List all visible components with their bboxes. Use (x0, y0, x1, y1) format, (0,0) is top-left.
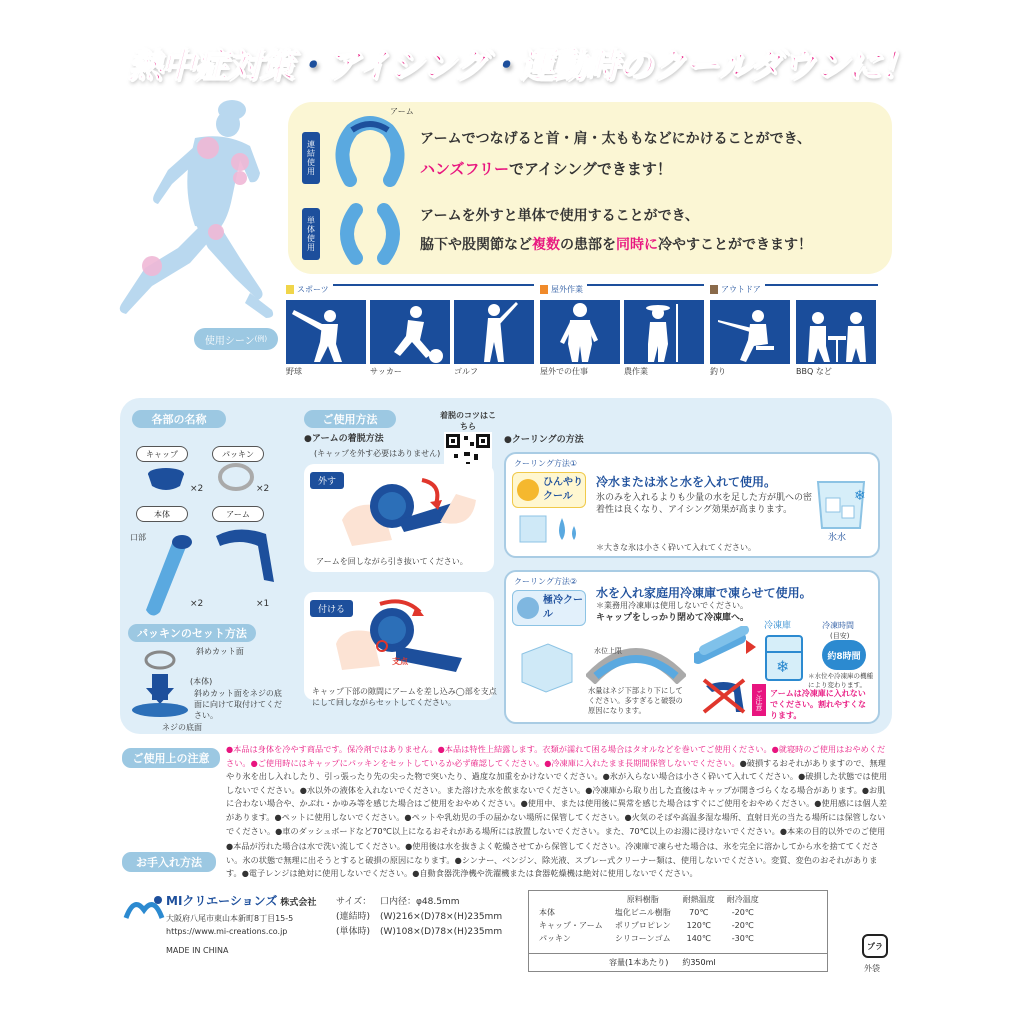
spec-cell: キャップ・アーム (539, 921, 603, 930)
headline-part: 熱中症対策 (128, 46, 293, 86)
golfer-icon (454, 300, 534, 364)
method2-note2: キャップをしっかり閉めて冷凍庫へ。 (596, 613, 750, 623)
spec-header: 耐冷温度 (726, 895, 759, 904)
fishing-icon (710, 300, 790, 364)
water-level-label: 水位上限 (594, 647, 622, 655)
arm-icon (208, 520, 278, 586)
scene-label: 農作業 (624, 367, 648, 376)
caution-text: アームは冷凍庫に入れないでください。割れやすくなります。 (770, 689, 866, 720)
company-address: 大阪府八尾市東山本新町8丁目15-5 (166, 914, 294, 923)
single-size-label: (単体時) (336, 927, 371, 937)
svg-text:❄: ❄ (854, 488, 866, 504)
method2-badge-label: 極冷クール (543, 595, 583, 620)
spec-header-row (533, 893, 765, 906)
category-marker (286, 285, 294, 294)
body-qty: ×2 (190, 599, 204, 609)
notes-general: ●破損するおそれがありますので、無理やり氷を出し入れしたり、引っ張ったり先の尖った物で突いたり、過度な加重をかけないでください。●氷が入らない場合は小さく砕いて入れてください。●破損した状態では使用しないでください。●水以外の液体を入れないでください。また溶けた水を飲まないでください。●冷凍庫から取り出した直後はキャップが開きづらくなる場合があります。●お肌に合わない場合や、かぶれ・かゆみ等を感じた場合はご使用をおやめください。●使用中、または使用後に異常を感じた場合はすぐにご使用をおやめください。●使用感には個人差があります。●ペットに使用しないでください。●ペットや乳幼児の手の届かない場所に保管してください。●火気のそばや高温多湿な場所、直射日光の当たる場所には保管しないでください。●車のダッシュボードなど70℃以上になるおそれがある場所には放置しないでください。また、70℃以上のお湯に浸けないでください。●本来の目的以外でのご使用 (226, 757, 888, 836)
spec-table (533, 893, 765, 945)
svg-text:❄: ❄ (776, 657, 790, 676)
single-text: の患部を (560, 237, 616, 253)
care-body: ●本品が汚れた場合は水で洗い流してください。●使用後は水を抜きよく乾燥させてから保管してください。冷凍庫で凍らせた場合は、氷を完全に溶かしてから水を捨ててください。氷の状態で無理に出そうとすると破損の原因になります。●シンナー、ベンジン、除光液、スプレー式クリーナー類は、使用しないでください。変質、変色のおそれがあります。●電子レンジは絶対に使用しないでください。●自動食器洗浄機や洗濯機または食器乾燥機は絶対に使用しないでください。 (226, 841, 879, 879)
arm-qty: ×1 (256, 599, 270, 609)
farmer-icon (624, 300, 704, 364)
remove-illustration (332, 470, 482, 550)
company-url[interactable]: https://www.mi-creations.co.jp (166, 927, 288, 936)
arm-attach-note: (キャップを外す必要はありません) (314, 449, 441, 458)
category-marker (710, 285, 718, 294)
usage-scenes (286, 284, 878, 396)
scene-baseball (286, 300, 366, 364)
connected-tag: 連結使用 (302, 132, 320, 184)
runner-illustration (100, 98, 290, 338)
freeze-time-note: ＊水位や冷凍庫の機種により変わります。 (808, 672, 873, 689)
inner-diameter: 口内径：φ48.5mm (380, 897, 460, 907)
arrow-right-icon (746, 640, 756, 654)
recycle-label: 外袋 (864, 964, 880, 973)
worker-icon (540, 300, 620, 364)
single-line1: アームを外すと単体で使用することができ、 (420, 208, 700, 224)
cap-icon (144, 464, 188, 494)
method1-badge (512, 472, 586, 508)
no-arm-in-freezer-icon (700, 676, 748, 716)
headline-part: アイシング (326, 46, 487, 86)
capacity-row (609, 957, 716, 968)
cold-face-icon (517, 597, 539, 619)
scene-bbq (796, 300, 876, 364)
freezer-label: 冷凍庫 (764, 621, 792, 631)
capacity-label: 容量(1本あたり) (609, 958, 669, 967)
simultaneous-highlight: 同時に (616, 237, 658, 253)
capacity-value: 約350ml (682, 958, 716, 967)
water-level-desc: 水量はネジ下部より下にしてください。多すぎると破裂の原因になります。 (588, 686, 683, 715)
headline-sep: ・ (293, 46, 326, 86)
soccer-player-icon (370, 300, 450, 364)
cap-qty: ×2 (190, 484, 204, 494)
spec-cell: シリコーンゴム (614, 934, 671, 943)
scene-golf (454, 300, 534, 364)
method1-title: 冷水または氷と水を入れて使用。 (596, 475, 777, 489)
spec-cell: 70℃ (689, 908, 709, 917)
body-label: 本体 (136, 506, 188, 522)
packing-icon (216, 462, 256, 492)
packing-qty: ×2 (256, 484, 270, 494)
baseball-player-icon (286, 300, 366, 364)
remove-desc: アームを回しながら引き抜いてください。 (316, 557, 468, 566)
freeze-time-label: 冷凍時間 (822, 621, 854, 630)
category-label (540, 284, 587, 297)
cut-face-label: 斜めカット面 (196, 647, 244, 656)
scene-outdoor-work (540, 300, 620, 364)
packing-set-title: パッキンのセット方法 (128, 624, 256, 642)
spec-cell: 140℃ (686, 934, 711, 943)
spec-cell: 120℃ (686, 921, 711, 930)
packing-label: パッキン (212, 446, 264, 462)
headline (128, 38, 914, 87)
multiple-highlight: 複数 (532, 237, 560, 253)
body-tag: (本体) (190, 677, 213, 686)
spec-row (533, 919, 765, 932)
smile-icon (517, 479, 539, 501)
scene-label: 野球 (286, 367, 302, 376)
ice-water-glass-icon (812, 476, 870, 532)
screw-bottom-label: ネジの底面 (162, 723, 202, 732)
spec-row (533, 932, 765, 945)
spec-cell: パッキン (539, 934, 571, 943)
scene-label: ゴルフ (454, 367, 478, 376)
attach-desc: キャップ下部の隙間にアームを差し込み◯部を支点にして回しながらセットしてください。 (312, 687, 497, 707)
remove-tag: 外す (310, 472, 344, 489)
connected-device-icon (330, 112, 410, 188)
bbq-icon (796, 300, 876, 364)
water-level-illustration (586, 636, 686, 684)
single-text: 脇下や股関節など (420, 237, 532, 253)
company-logo-text: MI (166, 894, 183, 908)
company-name-text: クリエーションズ (182, 894, 278, 908)
size-label: サイズ： (336, 897, 372, 907)
freezer-icon (764, 634, 804, 682)
scene-fishing (710, 300, 790, 364)
connected-size-label: (連結時) (336, 912, 371, 922)
ice-block-icon (516, 636, 576, 696)
cooling-heading: ●クーリングの方法 (504, 435, 584, 445)
headline-sep: ・ (486, 46, 520, 86)
category-name: スポーツ (297, 285, 329, 294)
spec-header: 耐熱温度 (682, 895, 715, 904)
usage-scene-pill (194, 328, 278, 350)
made-in-label: MADE IN CHINA (166, 946, 229, 955)
freeze-time-sub: (目安) (830, 632, 850, 640)
company-suffix: 株式会社 (280, 898, 317, 908)
scene-label: BBQ など (796, 367, 832, 376)
scene-farming (624, 300, 704, 364)
connected-line1: アームでつなげると首・肩・太ももなどにかけることができ、 (420, 131, 812, 147)
method1-badge-label: ひんやりクール (543, 477, 583, 502)
usage-suffix: (例) (254, 335, 268, 343)
headline-part: に！ (847, 46, 914, 86)
freeze-time-badge: 約8時間 (822, 640, 866, 670)
spec-header: 原料樹脂 (626, 895, 659, 904)
mouth-label: 口部 (130, 533, 146, 542)
connected-line2 (420, 154, 672, 184)
notes-body (226, 743, 890, 839)
scene-label: 釣り (710, 367, 726, 376)
scene-label: 屋外での仕事 (540, 367, 588, 376)
single-size: (W)108×(D)78×(H)235mm (380, 927, 503, 937)
usage-label: 使用シーン (204, 335, 255, 347)
spec-table-box (528, 890, 828, 972)
spec-cell: -30℃ (731, 934, 754, 943)
parts-title: 各部の名称 (132, 410, 226, 428)
spec-row (533, 906, 765, 919)
fulcrum-label: 支点 (392, 657, 408, 666)
spec-header (533, 893, 609, 906)
spec-cell: ポリプロピレン (614, 921, 671, 930)
single-tag: 単体使用 (302, 208, 320, 260)
howto-title: ご使用方法 (304, 410, 396, 428)
headline-part: 運動時の (519, 46, 652, 86)
ice-water-label: 氷水 (828, 533, 847, 543)
category-label (710, 284, 765, 297)
frozen-bodies-icon (694, 626, 754, 666)
spec-cell: 塩化ビニル樹脂 (614, 908, 671, 917)
method2-tag: クーリング方法② (514, 577, 578, 586)
caution-tag: ご注意 (752, 684, 766, 716)
spec-divider (529, 953, 827, 954)
method2-title: 水を入れ家庭用冷凍庫で凍らせて使用。 (596, 586, 812, 600)
category-name: 屋外作業 (551, 285, 583, 294)
spec-cell: 本体 (539, 908, 555, 917)
connected-line2-rest: でアイシングできます！ (508, 160, 672, 178)
arm-label: アーム (390, 107, 414, 116)
notes-title: ご使用上の注意 (122, 748, 220, 768)
single-line2 (420, 230, 812, 260)
category-marker (540, 285, 548, 294)
notes-priority: ●本品は身体を冷やす商品です。保冷剤ではありません。●本品は特性上結露します。衣類が濡れて困る場合はタオルなどを巻いてご使用ください。●就寝時のご使用はおやめください。●ご使用時にはキャップにパッキンをセットしているか必ず確認してください。●冷凍庫に入れたまま長期間保管しないでください。 (226, 744, 886, 768)
spec-cell: -20℃ (731, 908, 754, 917)
arm-label-pill: アーム (212, 506, 264, 522)
category-label (286, 284, 333, 297)
connected-size: (W)216×(D)78×(H)235mm (380, 912, 503, 922)
method2-note1: ＊業務用冷凍庫は使用しないでください。 (596, 601, 748, 610)
scene-label: サッカー (370, 367, 402, 376)
single-device-icon (330, 198, 410, 268)
method2-badge (512, 590, 586, 626)
packing-set-desc: 斜めカット面をネジの底面に向けて取付けてください。 (194, 689, 282, 720)
qr-label: 着脱のコツはこちら (440, 411, 496, 431)
method1-note: ＊大きな氷は小さく砕いて入れてください。 (596, 543, 756, 552)
body-icon (138, 528, 198, 620)
arm-attach-heading: ●アームの着脱方法 (304, 434, 384, 444)
ice-water-drops-icon (516, 512, 582, 548)
recycle-pla-icon: プラ (862, 934, 888, 958)
headline-part: クールダウン (651, 46, 848, 86)
method1-desc: 氷のみを入れるよりも少量の水を足した方が肌への密着性は良くなり、アイシング効果が高まります。 (596, 493, 813, 515)
company-logo-icon (122, 892, 168, 922)
method1-tag: クーリング方法① (514, 459, 578, 468)
cap-label: キャップ (136, 446, 188, 462)
scene-soccer (370, 300, 450, 364)
handsfree-highlight: ハンズフリー (420, 160, 509, 178)
company-name (166, 892, 316, 909)
single-text: 冷やすことができます！ (658, 237, 812, 253)
attach-tag: 付ける (310, 600, 353, 617)
care-title: お手入れ方法 (122, 852, 216, 872)
category-name: アウトドア (721, 285, 761, 294)
spec-cell: -20℃ (731, 921, 754, 930)
